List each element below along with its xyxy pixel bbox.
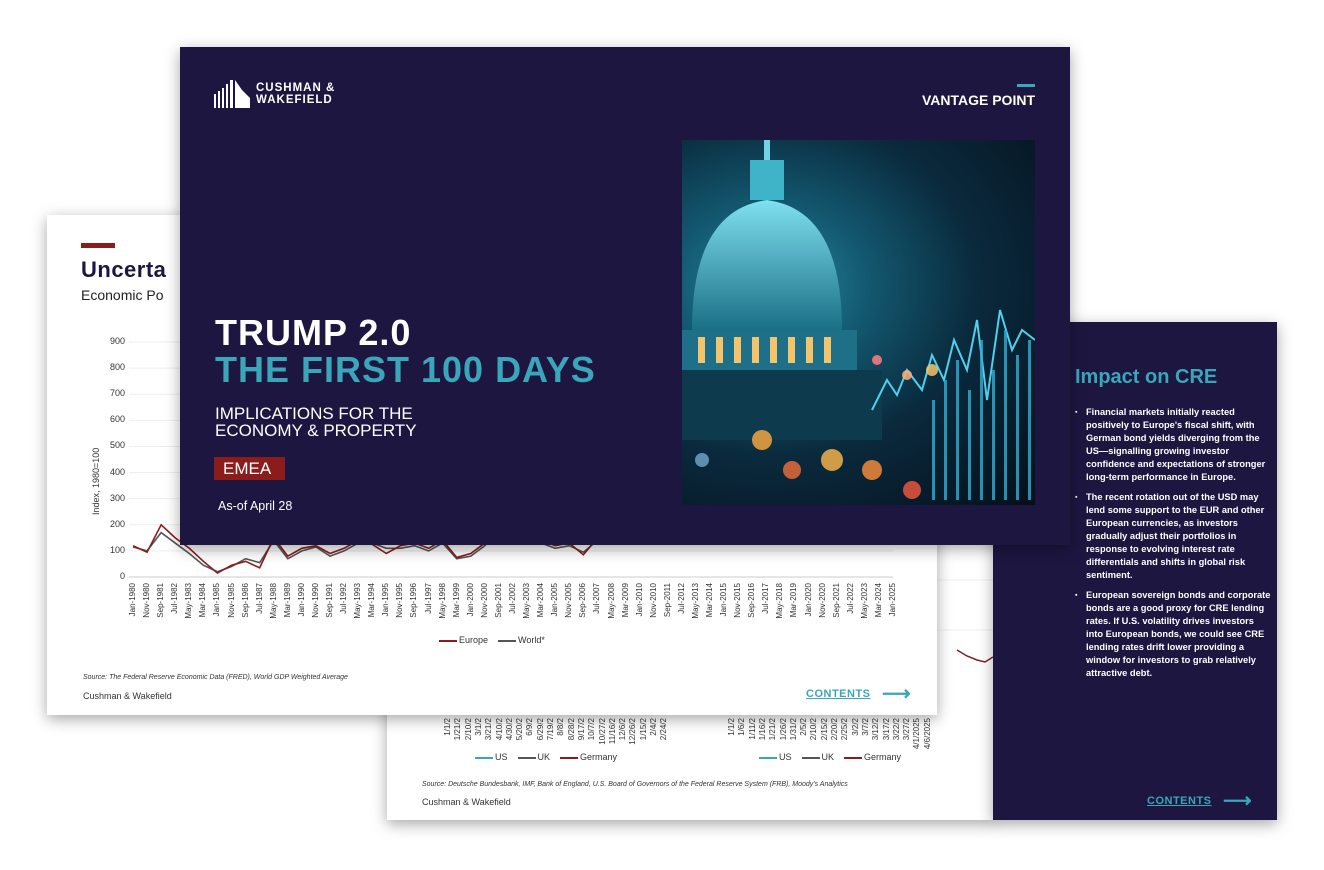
- x-tick-label: May-2018: [775, 583, 785, 619]
- legend-us: [759, 752, 792, 762]
- x-tick-label: Jan-1980: [128, 583, 137, 617]
- x-tick-label: Mar-2024: [873, 583, 883, 618]
- x-tick-label: Sep-1981: [156, 583, 166, 618]
- cover-title-line1: TRUMP 2.0: [215, 312, 412, 353]
- x-tick-label: Nov-1995: [395, 583, 405, 618]
- bullet-item: ▪ The recent rotation out of the USD may lend some support to the EUR and other European currencies, as investors gradually adjust their portfolios in response to evolving interest rate differentials and shifts in global risk sentiment.: [1075, 491, 1271, 582]
- contents-link[interactable]: CONTENTS: [1147, 795, 1212, 807]
- arrow-right-icon[interactable]: ⟶: [882, 683, 911, 705]
- x-tick-label: May-1983: [184, 583, 194, 619]
- x-tick-label: 12/26/2: [628, 718, 638, 745]
- x-tick-label: 4/10/2: [494, 718, 504, 741]
- x-tick-label: 1/1/2: [443, 718, 452, 736]
- x-tick-label: Jan-1995: [381, 583, 391, 617]
- x-tick-label: Sep-2016: [747, 583, 757, 618]
- x-tick-label: 2/10/2: [463, 718, 473, 741]
- arrow-right-icon[interactable]: ⟶: [1223, 790, 1252, 812]
- bullet-list: [1075, 406, 1271, 687]
- y-tick-label: 0: [119, 571, 125, 581]
- x-tick-label: 3/2/2: [850, 718, 860, 736]
- x-tick-label: Mar-2019: [789, 583, 799, 618]
- x-tick-label: 1/21/2: [453, 718, 463, 741]
- x-tick-label: 11/16/2: [607, 718, 617, 745]
- x-tick-label: Nov-2010: [648, 583, 658, 618]
- x-tick-label: 3/7/2: [860, 718, 870, 736]
- logo-text-line: CUSHMAN &: [256, 82, 336, 94]
- x-tick-label: 9/17/2: [576, 718, 586, 741]
- legend-uk: [518, 752, 551, 762]
- x-tick-label: May-1988: [268, 583, 278, 619]
- region-badge: EMEA: [214, 457, 285, 480]
- x-tick-label: 2/4/2: [649, 718, 658, 736]
- x-tick-label: 3/1/2: [473, 718, 483, 736]
- x-tick-label: 2/15/2: [819, 718, 829, 741]
- x-tick-label: 1/21/2: [768, 718, 778, 741]
- y-tick-label: 400: [109, 466, 125, 477]
- legend-left: [475, 752, 617, 762]
- x-tick-label: 2/25/2: [840, 718, 850, 741]
- logo-text-line: WAKEFIELD: [256, 94, 333, 106]
- x-tick-label: Nov-1980: [142, 583, 152, 618]
- x-tick-label: Sep-2021: [831, 583, 841, 618]
- slide-subtitle: Economic Po: [81, 287, 164, 303]
- x-tick-label: May-1998: [437, 583, 447, 619]
- x-tick-label: 1/15/2: [638, 718, 648, 741]
- x-tick-label: May-1993: [353, 583, 363, 619]
- x-tick-label: 1/1/2: [727, 718, 736, 736]
- x-tick-label: 4/30/2: [504, 718, 514, 741]
- x-tick-label: Nov-1990: [310, 583, 320, 618]
- x-tick-label: Mar-1984: [198, 583, 208, 618]
- x-tick-label: May-2008: [606, 583, 616, 619]
- x-tick-label: Jul-2012: [676, 583, 686, 614]
- legend-label: World*: [518, 635, 545, 645]
- x-tick-label: May-2013: [690, 583, 700, 619]
- x-tick-label: 1/11/2: [747, 718, 757, 740]
- x-tick-label: Mar-1989: [282, 583, 292, 618]
- x-tick-label: 1/6/2: [737, 718, 747, 736]
- x-tick-label: 5/20/2: [515, 718, 525, 741]
- chart-legend: [439, 635, 545, 645]
- x-tick-label: Jan-2025: [888, 583, 897, 617]
- x-tick-label: 3/17/2: [881, 718, 891, 741]
- x-tick-label: 1/31/2: [788, 718, 798, 741]
- y-tick-label: 900: [109, 336, 125, 346]
- x-tick-label: Nov-2000: [479, 583, 489, 618]
- contents-link[interactable]: CONTENTS: [806, 688, 871, 700]
- legend-germany: [844, 752, 901, 762]
- cover-subtitle: IMPLICATIONS FOR THE ECONOMY & PROPERTY: [215, 404, 417, 440]
- legend-uk: [802, 752, 835, 762]
- x-tick-label: 2/24/2: [659, 718, 669, 741]
- x-tick-label: Sep-1991: [325, 583, 335, 618]
- capitol-stock-chart-image: [682, 140, 1035, 505]
- x-tick-label: Mar-1999: [451, 583, 461, 618]
- slide-title: Uncerta: [81, 257, 167, 282]
- legend-label: UK: [821, 752, 835, 762]
- x-tick-label: Mar-2009: [620, 583, 630, 618]
- x-tick-label: 6/9/2: [525, 718, 535, 736]
- x-tick-label: Sep-2011: [662, 583, 672, 618]
- legend-germany: [560, 752, 617, 762]
- x-tick-label: Jan-2010: [634, 583, 644, 617]
- x-tick-label: Jul-1982: [170, 583, 180, 614]
- x-tick-label: Mar-2004: [536, 583, 546, 618]
- legend-us: [475, 752, 508, 762]
- y-tick-label: 500: [109, 440, 125, 451]
- y-tick-label: 300: [109, 492, 125, 503]
- bullet-item: ▪ European sovereign bonds and corporate bonds are a good proxy for CRE lending rates. If U.S. volatility drives investors into European bonds, we could see CRE lending rates drift lower providing a window for investors to grab relatively attractive debt.: [1075, 589, 1271, 680]
- x-tick-label: 2/5/2: [799, 718, 809, 736]
- germany-line: [957, 650, 993, 662]
- x-tick-label: Jan-1990: [296, 583, 306, 617]
- x-tick-label: Sep-1986: [240, 583, 250, 618]
- x-tick-label: Jul-2007: [592, 583, 602, 614]
- y-tick-label: 200: [109, 518, 125, 529]
- x-tick-label: Jan-1985: [212, 583, 222, 617]
- source-note: Source: The Federal Reserve Economic Data (FRED), World GDP Weighted Average: [83, 674, 348, 681]
- slide-title: Impact on CRE: [1075, 366, 1218, 388]
- x-tick-label: Jul-2017: [761, 583, 771, 614]
- x-tick-label: 4/1/2025: [912, 718, 922, 750]
- x-tick-label: Jul-1992: [339, 583, 349, 614]
- y-tick-label: 700: [109, 388, 125, 399]
- x-tick-label: 3/27/2: [902, 718, 912, 741]
- cover-title-line2: THE FIRST 100 DAYS: [215, 349, 596, 390]
- source-note: Source: Deutsche Bundesbank, IMF, Bank of England, U.S. Board of Governors of the Federal Reserve System (FRB), Moody's Analytics: [422, 781, 848, 788]
- x-tick-label: Jul-1997: [423, 583, 433, 614]
- x-tick-label: Jan-2020: [803, 583, 813, 617]
- legend-label: UK: [537, 752, 551, 762]
- cushman-wakefield-logo: [214, 80, 335, 108]
- x-tick-label: Jan-2015: [719, 583, 729, 617]
- legend-right: [759, 752, 901, 762]
- legend-label: Europe: [459, 635, 489, 645]
- x-tick-label: Mar-2014: [705, 583, 715, 618]
- x-tick-label: 2/10/2: [809, 718, 819, 741]
- x-tick-label: 1/16/2: [757, 718, 767, 741]
- x-tick-label: Jul-1987: [254, 583, 264, 614]
- bullet-item: ▪ Financial markets initially reacted positively to Europe's fiscal shift, with German bond yields diverging from the US—signalling growing investor confidence and expectations of stronger long-term performance in Europe.: [1075, 406, 1271, 484]
- building-logo-icon: [214, 80, 250, 108]
- x-tick-label: 3/22/2: [891, 718, 901, 741]
- x-tick-label: Sep-2006: [578, 583, 588, 618]
- y-axis-title: Index, 1980=100: [91, 447, 101, 515]
- x-tick-label: Sep-1996: [409, 583, 419, 618]
- legend-europe: [439, 635, 488, 645]
- x-tick-label: Jan-2000: [465, 583, 475, 617]
- legend-world: [498, 635, 545, 645]
- accent-bar: [1017, 84, 1035, 87]
- x-tick-label: 8/8/2: [556, 718, 566, 736]
- footer-brand: Cushman & Wakefield: [422, 797, 511, 807]
- legend-label: US: [495, 752, 508, 762]
- x-tick-label: 8/28/2: [566, 718, 576, 741]
- x-tick-label: 3/12/2: [871, 718, 881, 741]
- x-tick-label: May-2003: [522, 583, 532, 619]
- footer-brand: Cushman & Wakefield: [83, 691, 172, 701]
- x-tick-label: 7/19/2: [546, 718, 555, 741]
- x-tick-label: 10/27/2: [597, 718, 607, 745]
- x-tick-label: 2/20/2: [830, 718, 839, 741]
- x-tick-label: Jan-2005: [550, 583, 560, 617]
- x-tick-label: Sep-2001: [493, 583, 503, 618]
- y-tick-label: 800: [109, 362, 125, 373]
- as-of-date: As-of April 28: [218, 499, 293, 513]
- partial-line-chart: [937, 560, 995, 680]
- legend-label: Germany: [864, 752, 902, 762]
- x-tick-label: Jul-2022: [845, 583, 855, 614]
- cover-slide: [180, 47, 1070, 545]
- x-tick-label: Nov-2015: [733, 583, 743, 618]
- legend-label: US: [779, 752, 792, 762]
- capitol-dome-illustration: [682, 140, 1035, 505]
- x-tick-label: Mar-1994: [367, 583, 377, 618]
- y-tick-label: 100: [109, 544, 125, 555]
- x-tick-label: 10/7/2: [587, 718, 597, 741]
- x-tick-label: May-2023: [859, 583, 869, 619]
- x-tick-label: 12/6/2: [618, 718, 628, 741]
- legend-label: Germany: [580, 752, 618, 762]
- x-tick-label: 4/6/2025: [922, 718, 932, 750]
- x-tick-label: 3/21/2: [484, 718, 494, 741]
- series-label: VANTAGE POINT: [921, 92, 1035, 108]
- x-tick-label: Jul-2002: [508, 583, 517, 614]
- x-tick-label: Nov-2020: [817, 583, 827, 618]
- x-tick-label: 6/29/2: [535, 718, 545, 741]
- x-tick-label: 1/26/2: [778, 718, 788, 741]
- x-tick-label: Nov-2005: [564, 583, 574, 618]
- x-tick-label: Nov-1985: [226, 583, 236, 618]
- y-tick-label: 600: [109, 414, 125, 425]
